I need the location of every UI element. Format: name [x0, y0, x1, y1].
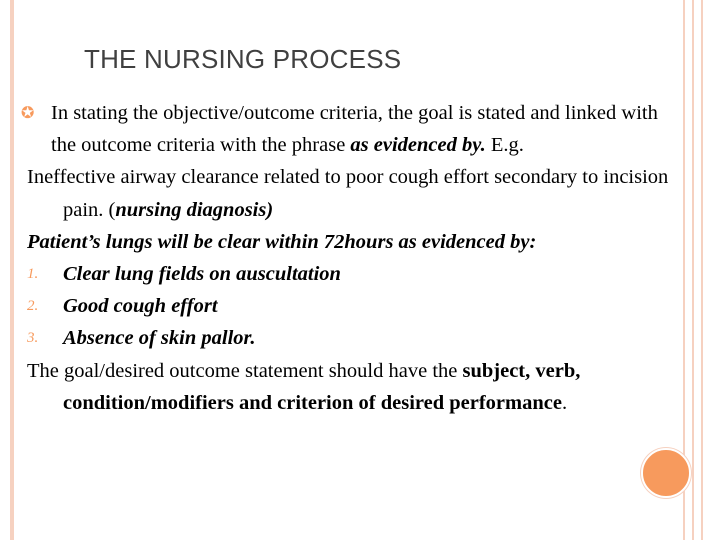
closing-bold: subject, verb, condition/modifiers and criterion of desired performance	[63, 359, 581, 414]
goal-statement: Patient’s lungs will be clear within 72hours as evidenced by:	[27, 230, 537, 253]
left-border-decoration	[10, 0, 14, 540]
criteria-list	[27, 258, 677, 355]
closing-paragraph	[27, 355, 677, 419]
list-item	[27, 258, 677, 290]
slide-title: THE NURSING PROCESS	[84, 44, 402, 74]
slide-body	[21, 97, 677, 419]
diagnosis-text: Ineffective airway clearance related to poor cough effort secondary to incision pain. (	[27, 166, 669, 221]
closing-end: .	[561, 391, 568, 414]
diagnosis-paragraph	[27, 161, 677, 225]
closing-text: The goal/desired outcome statement should have the	[27, 359, 463, 382]
list-number: 1.	[27, 266, 39, 283]
star-bullet-icon: ✪	[21, 103, 35, 122]
list-text: Clear lung fields on auscultation	[63, 263, 341, 286]
list-number: 3.	[27, 330, 39, 347]
list-text: Absence of skin pallor.	[63, 327, 256, 350]
list-number: 2.	[27, 298, 39, 315]
list-item	[27, 290, 677, 322]
right-border-line-2	[692, 0, 694, 540]
bullet-paragraph	[21, 97, 677, 161]
orange-circle-decoration	[641, 448, 691, 498]
right-border-line-3	[701, 0, 703, 540]
diagnosis-emphasis: nursing diagnosis)	[115, 198, 274, 221]
bullet-text-1: In stating the objective/outcome criteria, the goal is stated and linked with the outcome criteria with the phrase	[51, 102, 658, 157]
bullet-text-2: E.g.	[485, 134, 524, 157]
list-item	[27, 322, 677, 354]
bullet-text-emphasis: as evidenced by.	[350, 134, 486, 157]
list-text: Good cough effort	[63, 295, 218, 318]
